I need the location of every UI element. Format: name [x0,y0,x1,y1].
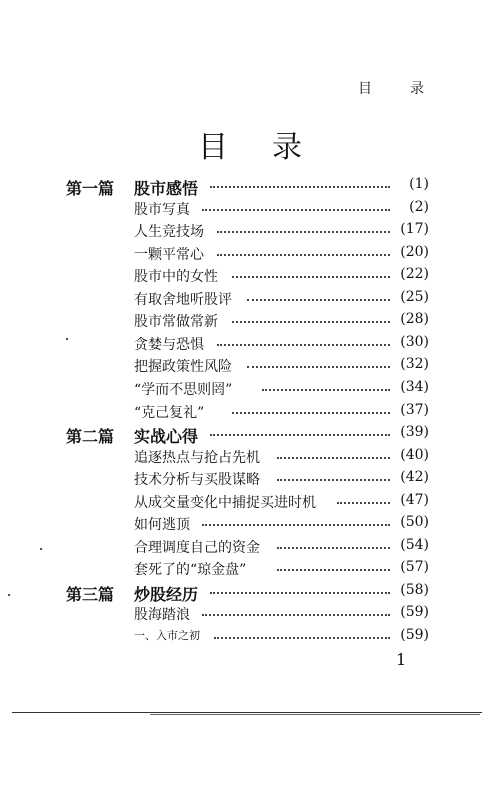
toc-entry-title: 股市写真 [134,202,190,218]
toc-leader-dots [262,379,390,391]
scan-speck [8,594,10,596]
toc-leader-dots [217,221,390,233]
toc-page-number: (40) [400,447,429,463]
toc-part-title: 股市感悟 [134,179,199,198]
toc-leader-dots [217,334,390,346]
toc-leader-dots [337,492,390,504]
toc-page-number: (57) [400,559,429,575]
toc-part-label: 第二篇 [66,427,115,446]
toc-page-number: (34) [400,379,429,395]
bottom-rule [12,712,482,713]
toc-page-number: (32) [400,356,429,372]
toc-page-number: (1) [409,176,429,192]
toc-leader-dots [202,199,390,211]
toc-entry-title: 技术分析与买股谋略 [134,472,260,488]
toc-leader-dots [277,537,390,549]
toc-leader-dots [202,514,390,526]
toc-part-row [0,582,504,604]
page-title [198,122,302,166]
toc-leader-dots [214,627,390,639]
toc-entry-title: 股市常做常新 [134,314,218,330]
toc-entry-row [0,244,504,266]
toc-page-number: (37) [400,402,429,418]
toc-part-title: 炒股经历 [134,585,199,604]
toc-entry-title: 股海踏浪 [134,607,190,623]
toc-entry-row [0,289,504,311]
bottom-rule-secondary [150,714,480,715]
toc-entry-title: 有取舍地听股评 [134,292,232,308]
toc-leader-dots [277,447,390,459]
toc-entry-title: 追逐热点与抢占先机 [134,450,260,466]
toc-entry-title: 把握政策性风险 [134,359,232,375]
toc-leader-dots [232,266,390,278]
toc-leader-dots [232,402,390,414]
toc-page-number: (47) [400,492,429,508]
toc-entry-row [0,402,504,424]
toc-entry-row [0,221,504,243]
toc-part-label: 第一篇 [66,179,115,198]
toc-part-row [0,424,504,446]
toc-page-number: (25) [400,289,429,305]
toc-entry-title: 套死了的“琼金盘” [134,562,247,578]
toc-leader-dots [202,604,390,616]
page-number: 1 [396,650,407,669]
toc-entry-title: 如何逃顶 [134,517,190,533]
toc-page-number: (39) [400,424,429,440]
toc-page-number: (59) [400,627,429,643]
toc-subentry-title: 一、入市之初 [134,629,200,642]
toc-part-title: 实战心得 [134,427,199,446]
toc-entry-row [0,199,504,221]
toc-entry-title: 贪婪与恐惧 [134,337,204,353]
toc-leader-dots [210,424,390,436]
toc-page-number: (59) [400,604,429,620]
toc-part-label: 第三篇 [66,585,115,604]
toc-leader-dots [232,311,390,323]
toc-page-number: (17) [400,221,429,237]
toc-page-number: (2) [409,199,429,215]
toc-entry-row [0,311,504,333]
toc-entry-row [0,604,504,626]
toc-entry-title: 股市中的女性 [134,269,218,285]
title-char-right: 录 [272,130,302,165]
toc-page-number: (20) [400,244,429,260]
title-char-left: 目 [198,130,228,165]
toc-entry-row [0,379,504,401]
toc-page-number: (58) [400,582,429,598]
running-header [358,78,424,98]
toc-page-number: (22) [400,266,429,282]
toc-page-number: (50) [400,514,429,530]
toc-leader-dots [217,244,390,256]
toc-entry-row [0,469,504,491]
toc-leader-dots [277,559,390,571]
toc-part-row [0,176,504,198]
scan-speck [40,548,42,550]
toc-page-number: (28) [400,311,429,327]
toc-leader-dots [247,356,390,368]
toc-entry-row [0,537,504,559]
toc-entry-row [0,514,504,536]
toc-entry-row [0,356,504,378]
toc-page-number: (42) [400,469,429,485]
header-char-right: 录 [410,81,424,97]
toc-entry-row [0,266,504,288]
toc-page-number: (54) [400,537,429,553]
toc-entry-title: 合理调度自己的资金 [134,540,260,556]
toc-page-number: (30) [400,334,429,350]
toc-entry-title: “学而不思则罔” [134,382,233,398]
header-char-left: 目 [358,81,372,97]
toc-leader-dots [247,289,390,301]
toc-leader-dots [210,582,390,594]
toc-entry-row [0,492,504,514]
toc-entry-title: 从成交量变化中捕捉买进时机 [134,495,316,511]
toc-subentry-row [0,627,504,649]
toc-leader-dots [277,469,390,481]
toc-entry-row [0,334,504,356]
toc-entry-row [0,559,504,581]
toc-leader-dots [210,176,390,188]
toc-entry-row [0,447,504,469]
toc-entry-title: 人生竞技场 [134,224,204,240]
scan-speck [66,338,68,340]
toc-entry-title: “克己复礼” [134,405,205,421]
toc-entry-title: 一颗平常心 [134,247,204,263]
